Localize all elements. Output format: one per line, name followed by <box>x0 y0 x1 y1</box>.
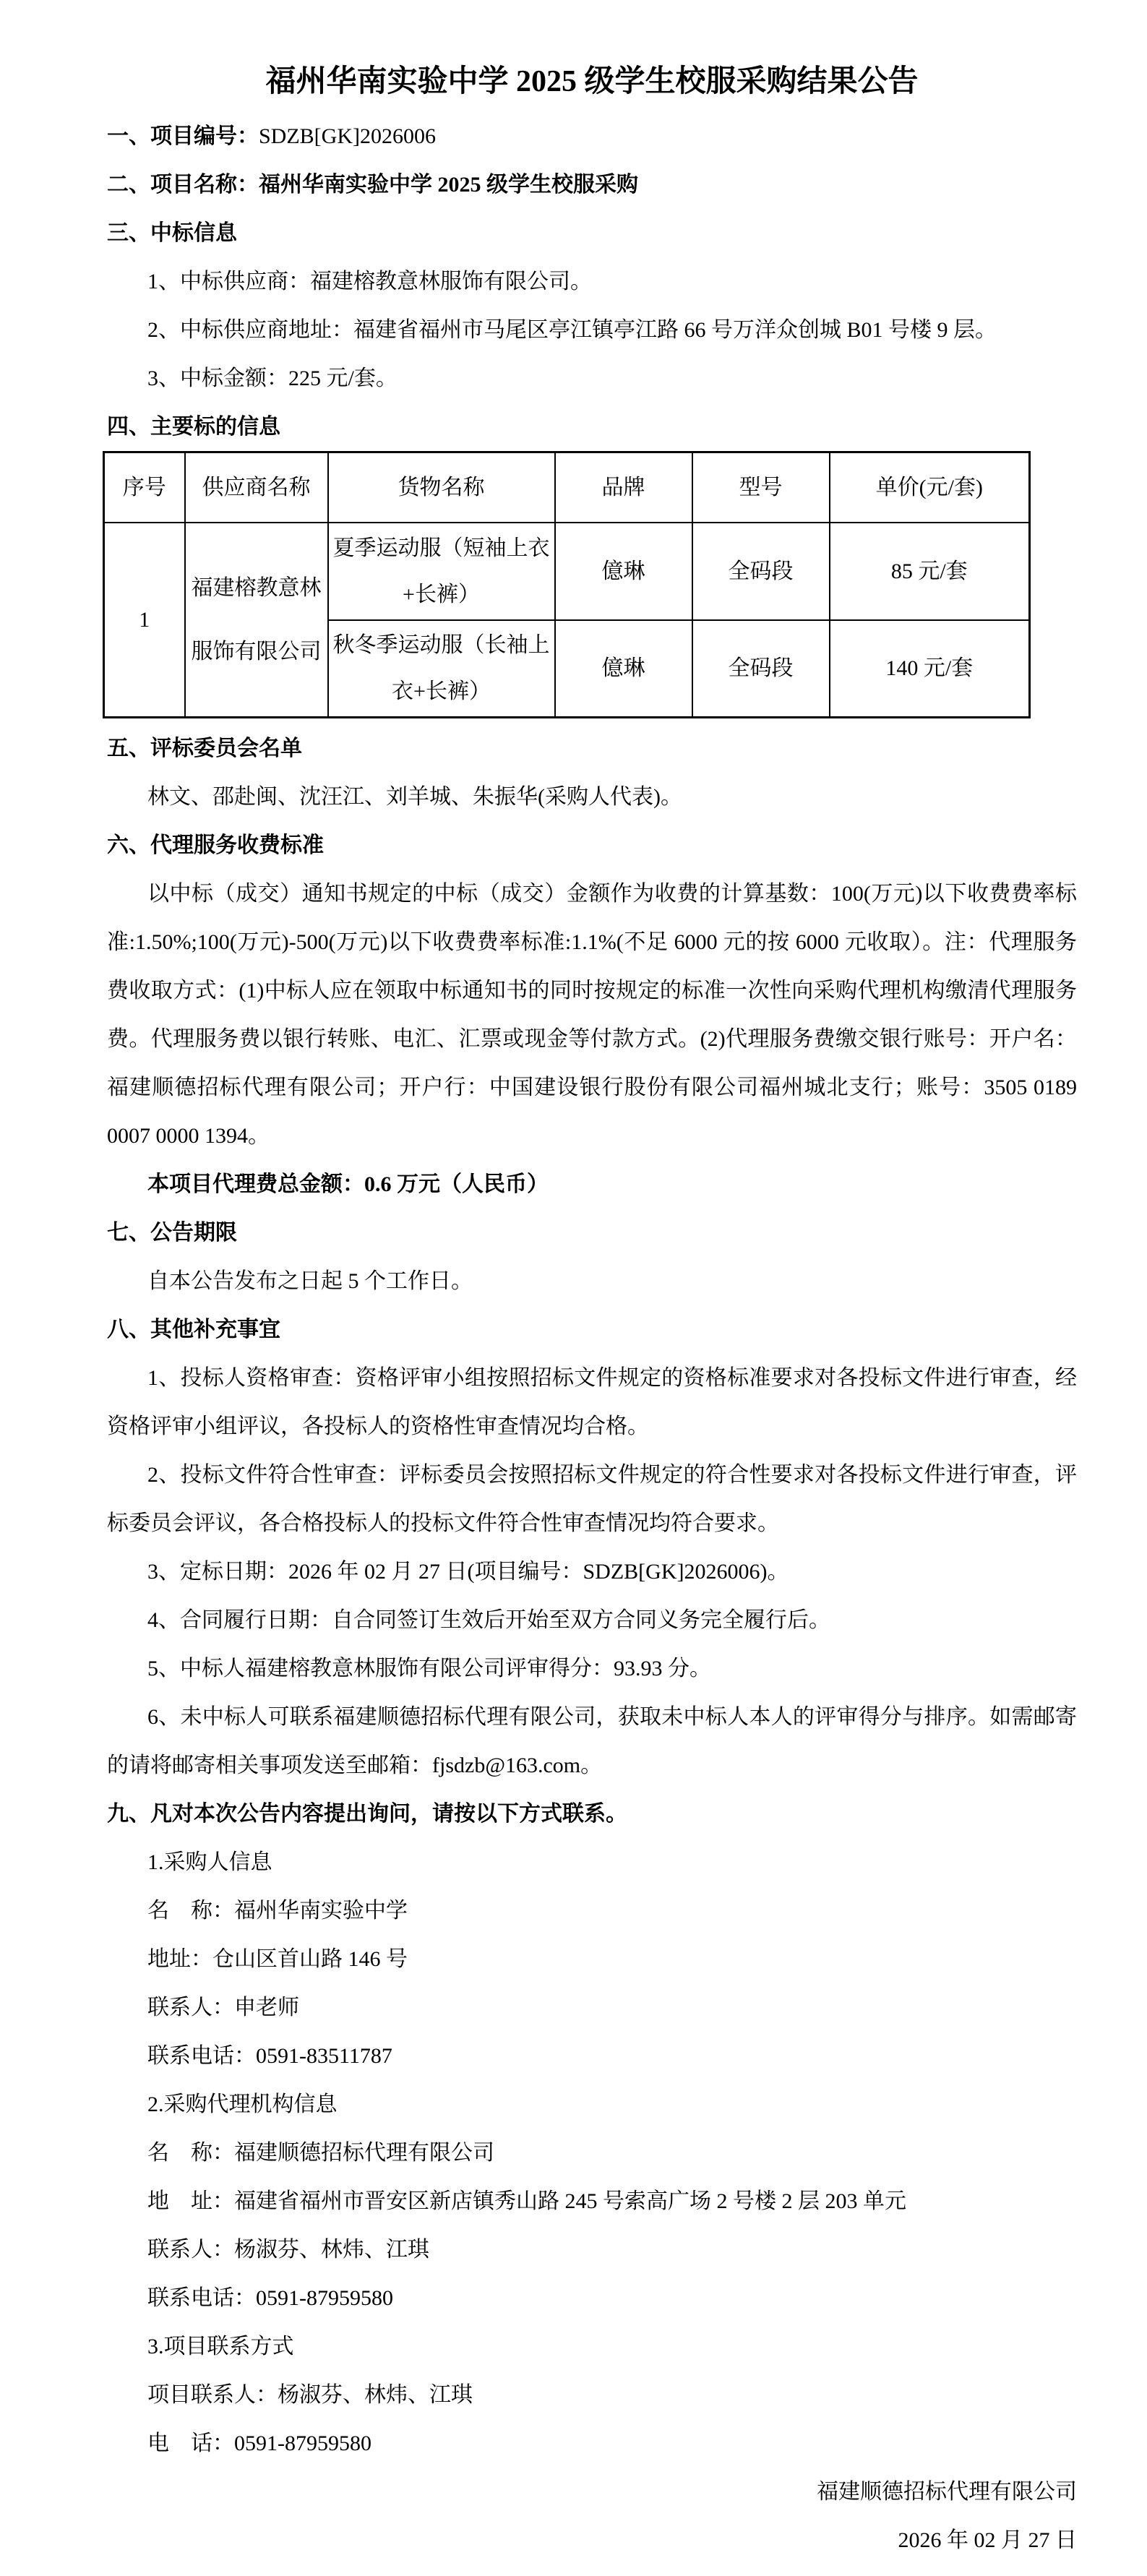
notice-period-body: 自本公告发布之日起 5 个工作日。 <box>147 1269 473 1293</box>
supplementary-item-1: 1、投标人资格审查：资格评审小组按照招标文件规定的资格标准要求对各投标文件进行审查，经资格评审小组评议，各投标人的资格性审查情况均合格。 <box>107 1366 1077 1438</box>
cell-goods: 秋冬季运动服（长袖上衣+长裤） <box>328 620 555 718</box>
contact-purchaser-address: 地址：仓山区首山路 146 号 <box>147 1947 408 1971</box>
header-brand: 品牌 <box>555 452 692 523</box>
supplementary-item-3: 3、定标日期：2026 年 02 月 27 日(项目编号：SDZB[GK]2026006)。 <box>147 1560 789 1584</box>
contact-agency-title: 2.采购代理机构信息 <box>147 2092 338 2116</box>
contact-agency-person: 联系人：杨淑芬、林炜、江琪 <box>147 2238 429 2262</box>
header-goods: 货物名称 <box>328 452 555 523</box>
table-header-row <box>104 452 1030 523</box>
cell-model: 全码段 <box>692 620 830 718</box>
project-name-value: 福州华南实验中学 2025 级学生校服采购 <box>259 173 638 197</box>
contact-purchaser-title: 1.采购人信息 <box>147 1850 272 1874</box>
heading-agency-fee: 六、代理服务收费标准 <box>107 833 324 857</box>
heading-contact: 九、凡对本次公告内容提出询问，请按以下方式联系。 <box>107 1802 627 1826</box>
project-number-value: SDZB[GK]2026006 <box>259 124 436 148</box>
table-row <box>104 523 1030 620</box>
award-supplier-address: 2、中标供应商地址：福建省福州市马尾区亭江镇亭江路 66 号万洋众创城 B01 号楼 9 层。 <box>147 318 997 342</box>
heading-award-info: 三、中标信息 <box>107 221 237 245</box>
cell-seq: 1 <box>104 523 185 718</box>
contact-project-phone: 电 话：0591-87959580 <box>147 2431 371 2455</box>
supplementary-item-5: 5、中标人福建榕教意林服饰有限公司评审得分：93.93 分。 <box>147 1657 711 1680</box>
main-items-table <box>103 451 1031 718</box>
section-project-name <box>107 160 1077 209</box>
contact-project-person: 项目联系人：杨淑芬、林炜、江琪 <box>147 2383 473 2407</box>
contact-project-title: 3.项目联系方式 <box>147 2335 294 2358</box>
header-unit-price: 单价(元/套) <box>830 452 1030 523</box>
contact-purchaser-phone: 联系电话：0591-83511787 <box>147 2044 392 2068</box>
cell-goods: 夏季运动服（短袖上衣+长裤） <box>328 523 555 620</box>
header-seq: 序号 <box>104 452 185 523</box>
supplementary-item-4: 4、合同履行日期：自合同签订生效后开始至双方合同义务完全履行后。 <box>147 1608 830 1632</box>
contact-agency-phone: 联系电话：0591-87959580 <box>147 2286 393 2310</box>
footer-agency-name: 福建顺德招标代理有限公司 <box>817 2480 1077 2504</box>
contact-purchaser-name: 名 称：福州华南实验中学 <box>147 1899 408 1923</box>
supplementary-item-2: 2、投标文件符合性审查：评标委员会按照招标文件规定的符合性要求对各投标文件进行审查，评标委员会评议，各合格投标人的投标文件符合性审查情况均符合要求。 <box>107 1463 1077 1535</box>
header-supplier: 供应商名称 <box>185 452 328 523</box>
contact-agency-name: 名 称：福建顺德招标代理有限公司 <box>147 2141 494 2165</box>
heading-main-items: 四、主要标的信息 <box>107 415 280 439</box>
cell-price: 140 元/套 <box>830 620 1030 718</box>
award-supplier: 1、中标供应商：福建榕教意林服饰有限公司。 <box>147 270 592 293</box>
contact-agency-address: 地 址：福建省福州市晋安区新店镇秀山路 245 号索高广场 2 号楼 2 层 203 单元 <box>147 2189 906 2213</box>
cell-brand: 億琳 <box>555 620 692 718</box>
cell-brand: 億琳 <box>555 523 692 620</box>
project-name-label: 二、项目名称： <box>107 173 259 197</box>
cell-price: 85 元/套 <box>830 523 1030 620</box>
heading-supplementary: 八、其他补充事宜 <box>107 1318 280 1341</box>
contact-purchaser-person: 联系人：申老师 <box>147 1996 299 2019</box>
award-amount: 3、中标金额：225 元/套。 <box>147 366 398 390</box>
heading-committee: 五、评标委员会名单 <box>107 737 302 760</box>
committee-members: 林文、邵赴闽、沈汪江、刘羊城、朱振华(采购人代表)。 <box>147 785 682 809</box>
project-number-label: 一、项目编号： <box>107 124 259 148</box>
footer-date: 2026 年 02 月 27 日 <box>898 2528 1077 2552</box>
section-project-number <box>107 112 1077 160</box>
header-model: 型号 <box>692 452 830 523</box>
cell-supplier: 福建榕教意林服饰有限公司 <box>185 523 328 718</box>
agency-fee-total: 本项目代理费总金额：0.6 万元（人民币） <box>147 1172 549 1196</box>
supplementary-item-6: 6、未中标人可联系福建顺德招标代理有限公司，获取未中标人本人的评审得分与排序。如需邮寄的请将邮寄相关事项发送至邮箱：fjsdzb@163.com。 <box>107 1705 1077 1777</box>
page-title: 福州华南实验中学 2025 级学生校服采购结果公告 <box>265 65 919 98</box>
heading-notice-period: 七、公告期限 <box>107 1221 237 1245</box>
agency-fee-body: 以中标（成交）通知书规定的中标（成交）金额作为收费的计算基数：100(万元)以下收费费率标准:1.50%;100(万元)-500(万元)以下收费费率标准:1.1%(不足 6000 元的按 6000 元收取）。注：代理服务费收取方式：(1)中标人应在领取中标通知书的同时按规定的标准一次性向采购代理机构缴清代理服务费。代理服务费以银行转账、电汇、汇票或现金等付款方式。(2)代理服务费缴交银行账号：开户名：福建顺德招标代理有限公司；开户行：中国建设银行股份有限公司福州城北支行；账号：3505 0189 0007 0000 1394。 <box>107 882 1077 1148</box>
cell-model: 全码段 <box>692 523 830 620</box>
